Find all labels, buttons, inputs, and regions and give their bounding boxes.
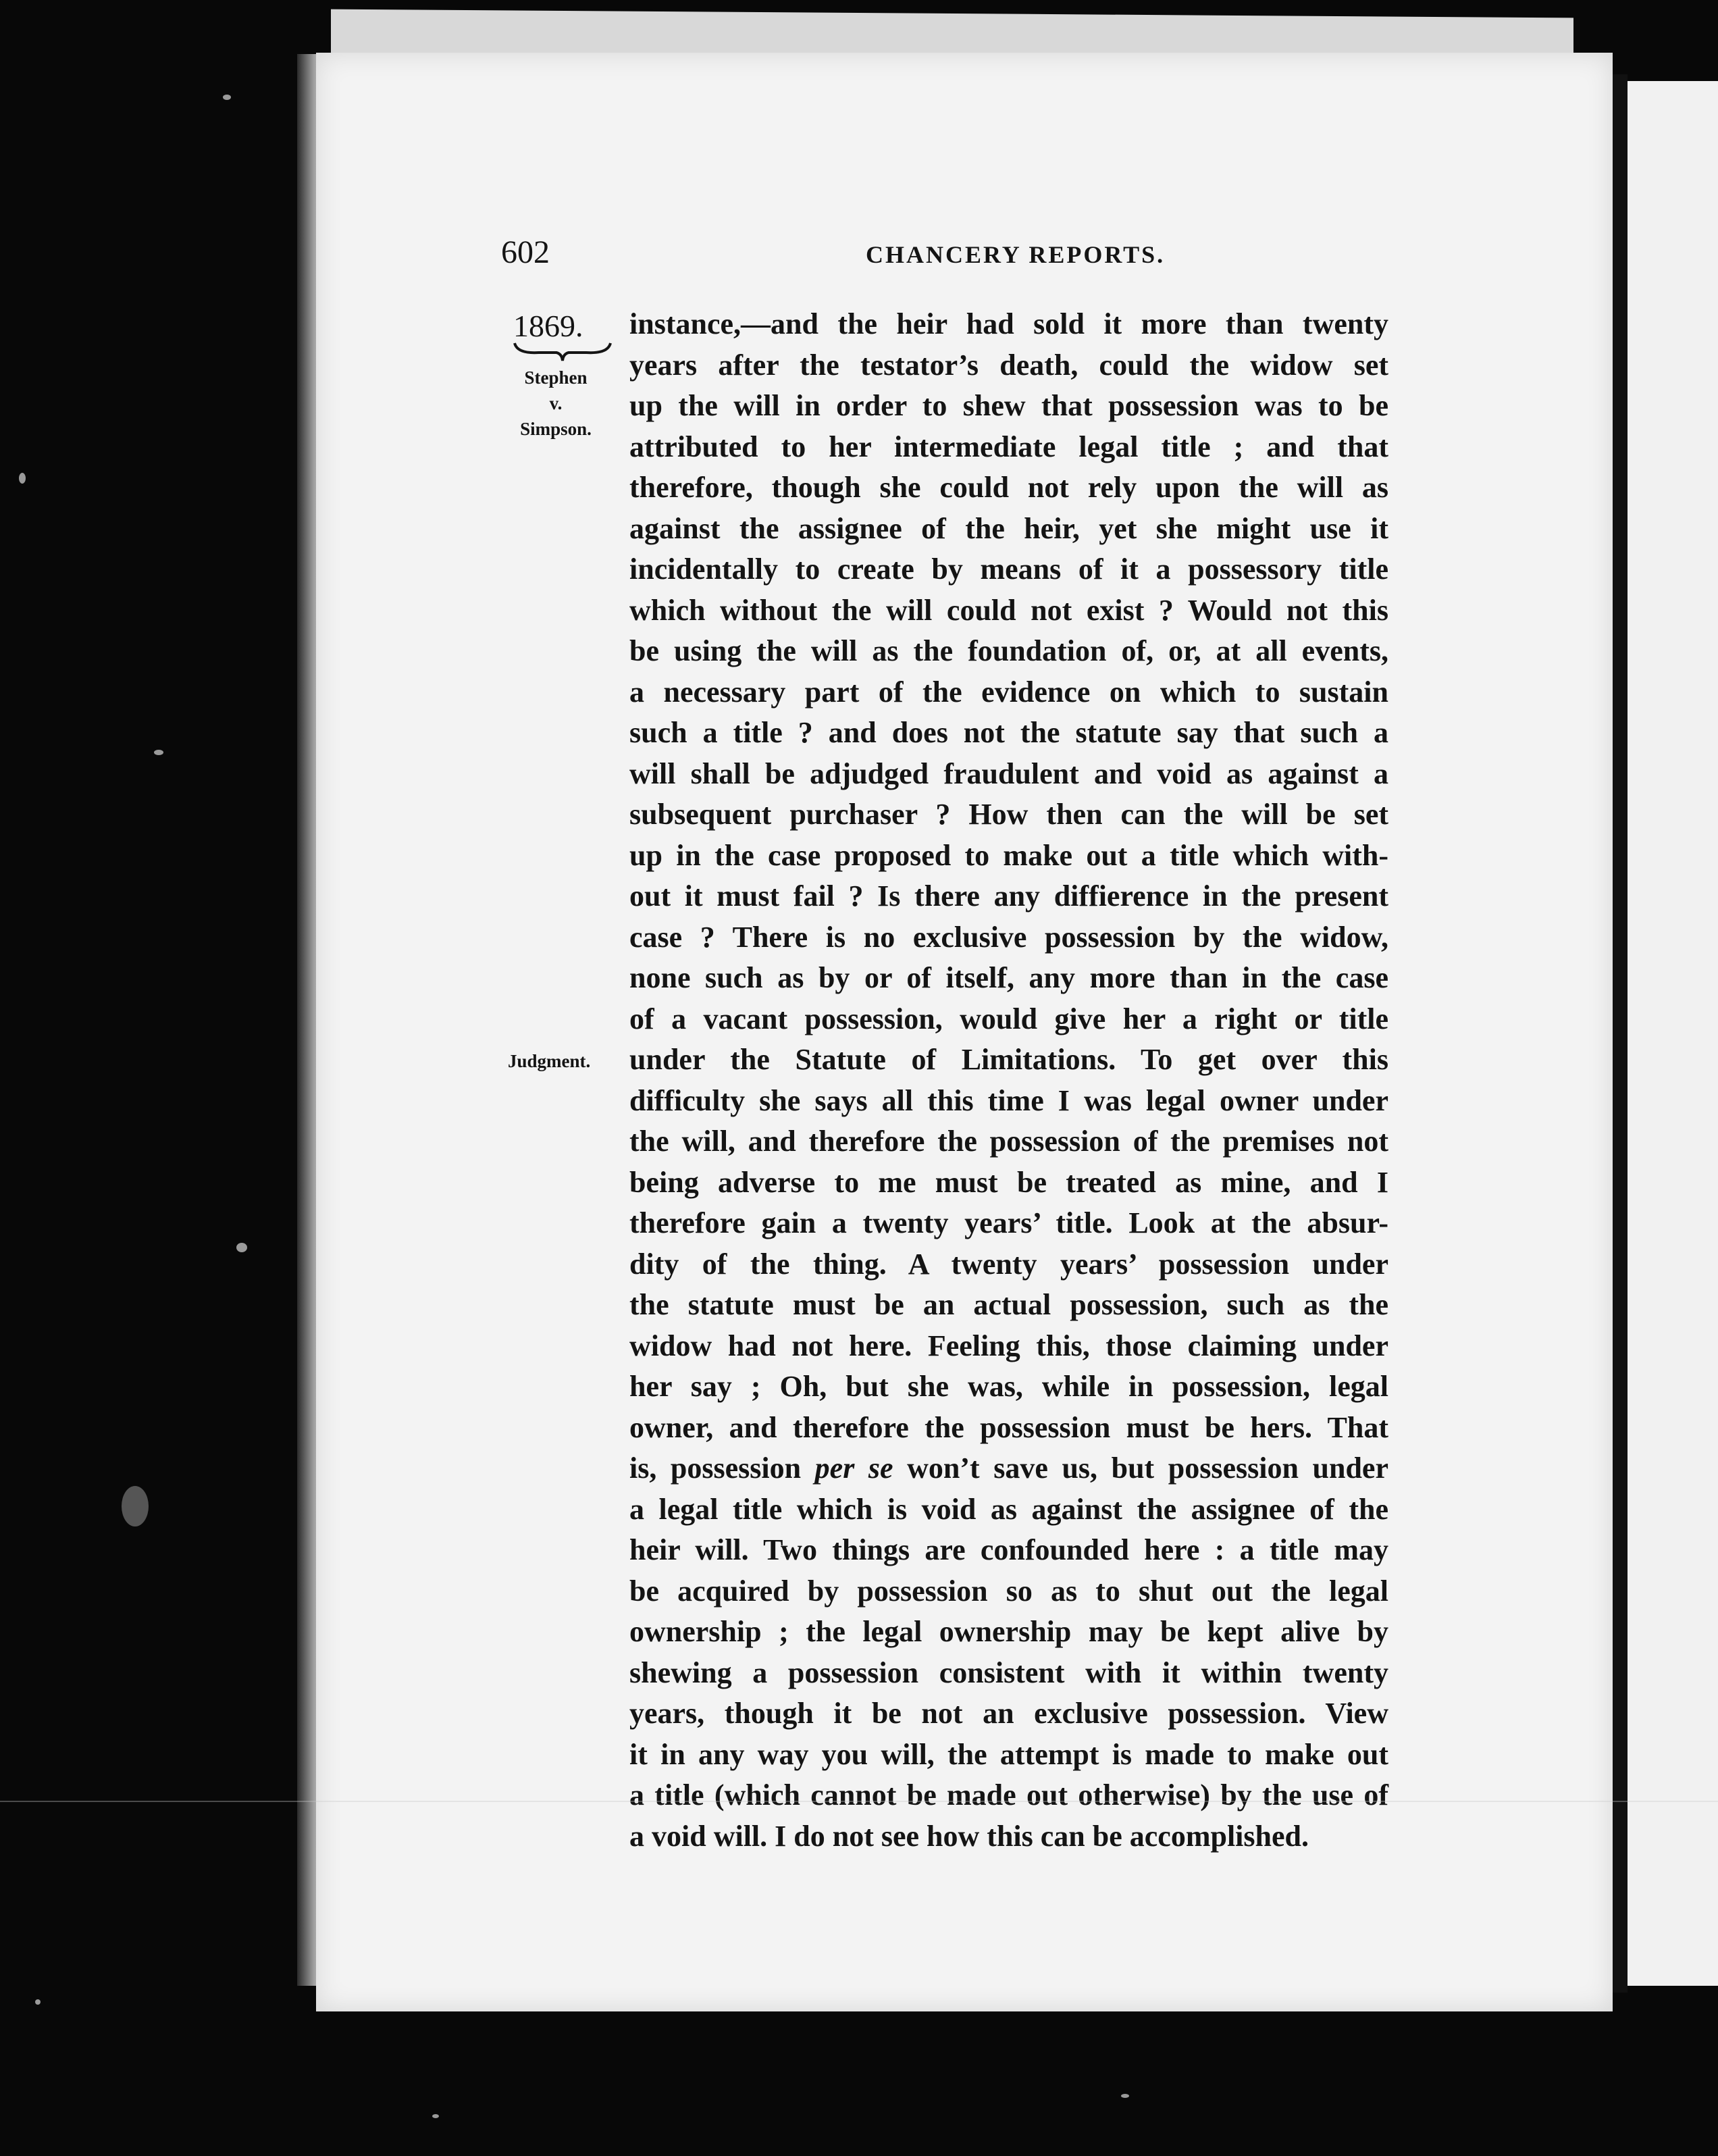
- text-line: the statute must be an actual possession, such as the: [629, 1288, 1388, 1321]
- text-line: widow had not here. Feeling this, those claiming under: [629, 1329, 1388, 1362]
- text-line: none such as by or of itself, any more than in the case: [629, 961, 1388, 994]
- text-line: years, though it be not an exclusive possession. View: [629, 1697, 1388, 1730]
- text-line: dity of the thing. A twenty years’ possession under: [629, 1247, 1388, 1281]
- page-number: 602: [501, 234, 550, 270]
- text-line: owner, and therefore the possession must be hers. That: [629, 1410, 1388, 1444]
- running-head: CHANCERY REPORTS.: [866, 241, 1166, 268]
- page-content: [316, 53, 1613, 2011]
- text-line: being adverse to me must be treated as mine, and I: [629, 1165, 1388, 1199]
- text-line: subsequent purchaser ? How then can the will be set: [629, 798, 1388, 831]
- text-line: under the Statute of Limitations. To get over this: [629, 1043, 1388, 1076]
- text-line: ownership ; the legal ownership may be kept alive by: [629, 1615, 1388, 1648]
- scan-speck: [236, 1243, 247, 1252]
- text-line: out it must fail ? Is there any diffierence in the present: [629, 879, 1388, 913]
- text-line: a title (which cannot be made out otherwise) by the use of: [629, 1778, 1388, 1812]
- text-line: difficulty she says all this time I was legal owner under: [629, 1083, 1388, 1117]
- brace-icon: [512, 339, 613, 363]
- case-name-line: Simpson.: [520, 419, 592, 439]
- scan-speck: [35, 1999, 41, 2005]
- scan-smudge: [122, 1486, 149, 1526]
- text-line: incidentally to create by means of it a possessory title: [629, 553, 1388, 586]
- text-line: a necessary part of the evidence on which to sustain: [629, 675, 1388, 709]
- sidenote-judgment: Judgment.: [508, 1051, 591, 1071]
- text-line: of a vacant possession, would give her a right or title: [629, 1002, 1388, 1035]
- text-line: be using the will as the foundation of, or, at all events,: [629, 634, 1388, 667]
- text-line: such a title ? and does not the statute say that such a: [629, 716, 1388, 749]
- text-line: her say ; Oh, but she was, while in possession, legal: [629, 1370, 1388, 1403]
- sidenote-year: 1869.: [513, 309, 583, 343]
- body-text: [629, 304, 1388, 1857]
- text-line: will shall be adjudged fraudulent and void as against a: [629, 756, 1388, 790]
- text-line: therefore gain a twenty years’ title. Look at the absur-: [629, 1206, 1388, 1239]
- text-line: is, possession per se won’t save us, but possession under: [629, 1452, 1388, 1485]
- text-line: instance,—and the heir had sold it more than twenty: [629, 307, 1388, 340]
- text-line: shewing a possession consistent with it within twenty: [629, 1656, 1388, 1689]
- text-line: attributed to her intermediate legal title ; and that: [629, 430, 1388, 463]
- text-line: a void will. I do not see how this can be accomplished.: [629, 1819, 1309, 1853]
- text-line: up the will in order to shew that possession was to be: [629, 389, 1388, 422]
- text-line: which without the will could not exist ? Would not this: [629, 593, 1388, 627]
- sidenote-case-name: [498, 365, 613, 442]
- text-line: it in any way you will, the attempt is made to make out: [629, 1737, 1388, 1771]
- scan-speck: [1121, 2094, 1129, 2098]
- text-line: case ? There is no exclusive possession by the widow,: [629, 920, 1388, 954]
- scan-speck: [154, 750, 163, 755]
- scan-speck: [432, 2114, 439, 2118]
- text-line: therefore, though she could not rely upon the will as: [629, 471, 1388, 504]
- scan-speck: [19, 473, 26, 484]
- text-line: the will, and therefore the possession of the premises not: [629, 1125, 1388, 1158]
- text-line: up in the case proposed to make out a title which with-: [629, 838, 1388, 872]
- case-name-line: Stephen: [524, 367, 588, 388]
- case-name-line: v.: [549, 393, 563, 413]
- italic-phrase: per se: [814, 1452, 893, 1485]
- adjacent-page-edge: [1628, 81, 1718, 1986]
- text-line: heir will. Two things are confounded here : a title may: [629, 1533, 1388, 1566]
- text-line: against the assignee of the heir, yet she might use it: [629, 511, 1388, 545]
- book-page: [316, 53, 1613, 2011]
- text-line: be acquired by possession so as to shut out the legal: [629, 1574, 1388, 1608]
- text-line: years after the testator’s death, could the widow set: [629, 348, 1388, 382]
- text-line: a legal title which is void as against the assignee of the: [629, 1492, 1388, 1526]
- scan-speck: [223, 95, 231, 100]
- scan-artifact-line: [0, 1801, 1718, 1802]
